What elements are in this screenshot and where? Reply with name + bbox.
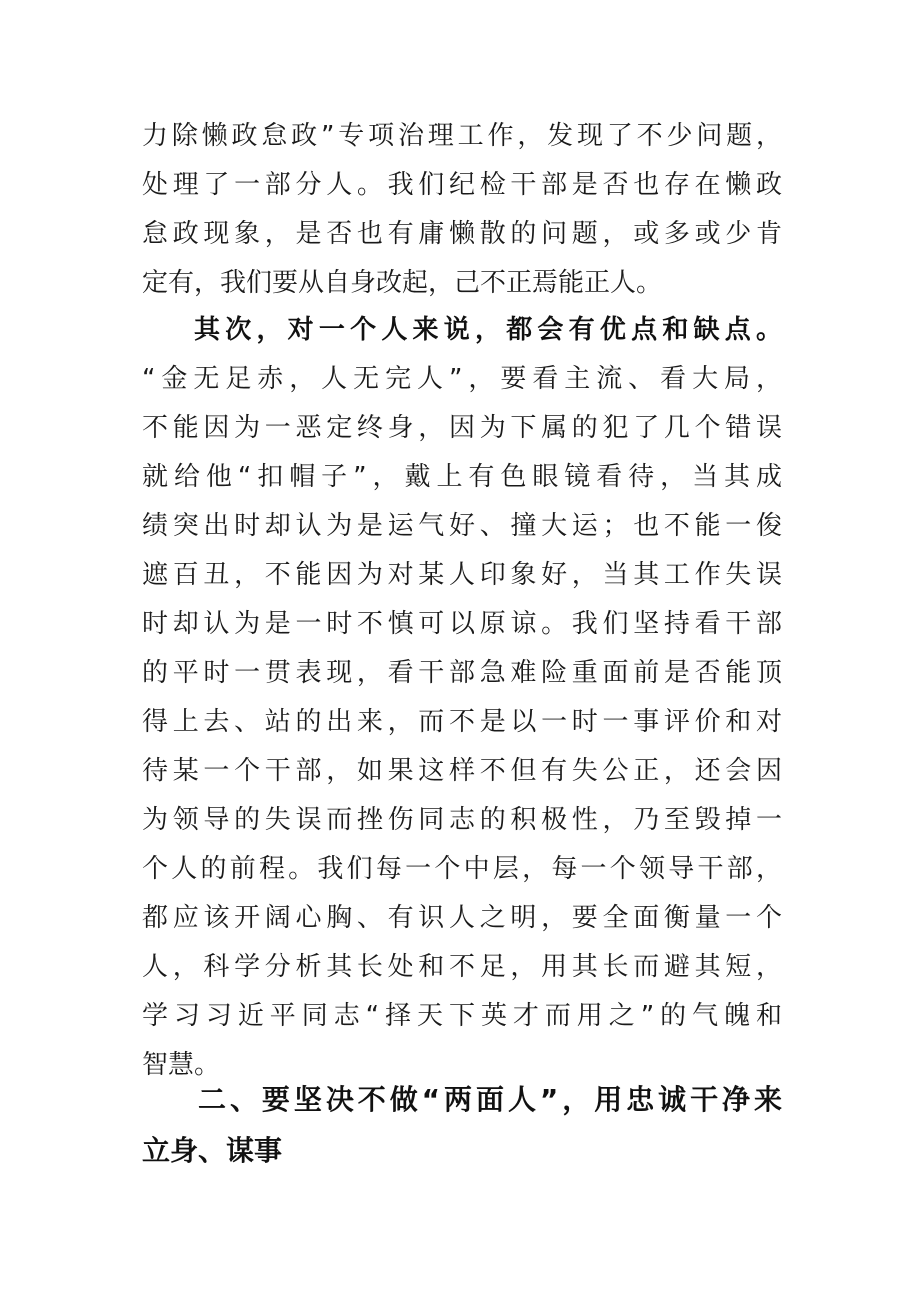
text-line: 得上去、站的出来，而不是以一时一事评价和对 [142,707,782,737]
text-line: 遮百丑，不能因为对某人印象好，当其工作失误 [142,560,782,590]
paragraph-lead-bold: 其次，对一个人来说，都会有优点和缺点。 [194,315,782,345]
text-line: “金无足赤，人无完人”，要看主流、看大局， [142,364,782,394]
text-line: 就给他“扣帽子”，戴上有色眼镜看待，当其成 [142,462,782,492]
text-line: 待某一个干部，如果这样不但有失公正，还会因 [142,756,782,786]
text-line: 定有，我们要从自身改起，己不正焉能正人。 [142,268,663,298]
text-line: 的平时一贯表现，看干部急难险重面前是否能顶 [142,658,782,688]
text-line: 都应该开阔心胸、有识人之明，要全面衡量一个 [142,903,782,933]
text-line: 学习习近平同志“择天下英才而用之”的气魄和 [142,1001,782,1031]
heading-line: 二、要坚决不做“两面人”，用忠诚干净来 [198,1083,782,1116]
text-line: 时却认为是一时不慎可以原谅。我们坚持看干部 [142,609,782,639]
text-line: 处理了一部分人。我们纪检干部是否也存在懒政 [142,170,782,200]
text-line: 绩突出时却认为是运气好、撞大运；也不能一俊 [142,511,782,541]
text-line: 为领导的失误而挫伤同志的积极性，乃至毁掉一 [142,805,782,835]
text-line: 智慧。 [142,1050,221,1080]
text-line: 人，科学分析其长处和不足，用其长而避其短， [142,952,782,982]
text-line: 力除懒政怠政”专项治理工作，发现了不少问题， [142,121,782,151]
text-line: 不能因为一恶定终身，因为下属的犯了几个错误 [142,413,782,443]
text-line: 个人的前程。我们每一个中层，每一个领导干部， [142,854,782,884]
heading-line: 立身、谋事 [142,1134,283,1167]
text-line: 怠政现象，是否也有庸懒散的问题，或多或少肯 [142,219,782,249]
